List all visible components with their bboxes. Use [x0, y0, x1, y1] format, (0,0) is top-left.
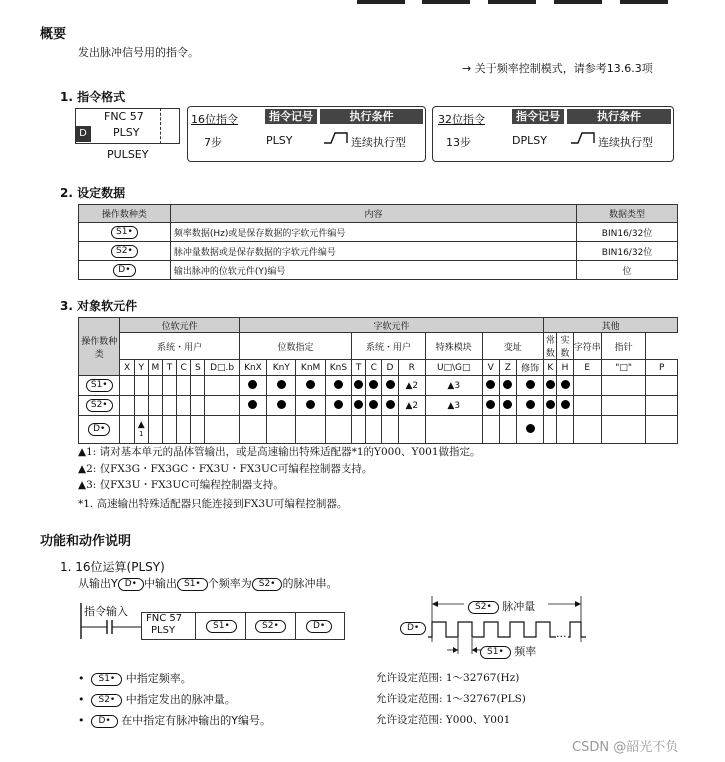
freq-label: 频率: [514, 645, 537, 658]
header-bar: [488, 0, 536, 4]
16bit-symbol-head: 指令记号: [265, 109, 317, 124]
list-item: • D• 在中指定有脉冲输出的Y编号。: [78, 714, 271, 727]
ladder-rails: [79, 603, 143, 642]
range-text: 允许设定范围: Y000、Y001: [376, 714, 511, 726]
table-row: S1• ▲2 ▲3: [79, 376, 678, 396]
ladder-fnc: FNC 57: [146, 613, 183, 624]
header-bar: [357, 0, 405, 4]
overview-title: 概要: [40, 27, 67, 42]
ladder-divider: [245, 612, 246, 640]
command-input-label: 指令输入: [84, 605, 128, 618]
s2-operand: S2•: [255, 620, 286, 633]
ladder-divider: [195, 612, 196, 640]
fnc-dash: [160, 108, 180, 144]
fnc-number: FNC 57: [104, 110, 144, 123]
device-note: ▲1: 请对基本单元的晶体管输出，或是高速输出特殊适配器*1的Y000、Y001做指定。: [78, 446, 481, 458]
devices-title: 3. 对象软元件: [60, 299, 138, 313]
s2-operand: S2•: [468, 601, 499, 614]
device-note: *1. 高速输出特殊适配器只能连接到FX3U可编程控制器。: [78, 498, 348, 510]
col-op-type: 操作数种类: [79, 318, 120, 376]
table-row: S2•: [79, 242, 171, 261]
col-type: 数据类型: [577, 205, 678, 223]
func-desc: 从输出Y D• 中输出 S1• 个频率为 S2• 的脉冲串。: [78, 577, 338, 590]
16bit-steps: 7步: [204, 136, 222, 149]
format-title: 1. 指令格式: [60, 90, 126, 104]
col-op: 操作数种类: [79, 205, 171, 223]
device-note: ▲2: 仅FX3G・FX3GC・FX3U・FX3UC可编程控制器支持。: [78, 463, 373, 475]
d-flag: D: [75, 126, 91, 142]
pulse-edge-icon: [323, 131, 349, 148]
func-sub: 1. 16位运算(PLSY): [60, 560, 165, 574]
16bit-cond-head: 执行条件: [320, 109, 423, 124]
s1-operand: S1•: [480, 646, 511, 659]
other-head: 其他: [544, 318, 678, 333]
header-bar: [422, 0, 470, 4]
32bit-mnemonic: DPLSY: [512, 134, 547, 147]
list-item: • S2• 中指定发出的脉冲量。: [78, 693, 236, 706]
header-bar: [554, 0, 602, 4]
plsy-label: PLSY: [113, 126, 140, 139]
ladder-plsy: PLSY: [151, 625, 176, 636]
func-title: 功能和动作说明: [40, 534, 132, 549]
word-device-head: 字软元件: [239, 318, 543, 333]
device-note: ▲3: 仅FX3U・FX3UC可编程控制器支持。: [78, 479, 284, 491]
d-operand: D•: [306, 620, 332, 633]
ellipsis: ...: [556, 627, 567, 640]
16bit-mnemonic: PLSY: [266, 134, 293, 147]
s1-operand: S1•: [206, 620, 237, 633]
16bit-mode: 连续执行型: [351, 136, 406, 149]
32bit-steps: 13步: [446, 136, 471, 149]
reference-link[interactable]: → 关于频率控制模式，请参考13.6.3项: [462, 62, 653, 75]
watermark: CSDN @韶光不负: [572, 740, 679, 755]
col-content: 内容: [170, 205, 576, 223]
overview-desc: 发出脉冲信号用的指令。: [78, 46, 199, 59]
32bit-cond-head: 执行条件: [567, 109, 671, 124]
table-row: S1•: [79, 223, 171, 242]
32bit-symbol-head: 指令记号: [512, 109, 564, 124]
32bit-label: 32位指令: [438, 113, 485, 126]
list-item: • S1• 中指定频率。: [78, 672, 192, 685]
pulse-qty-label: 脉冲量: [502, 600, 536, 613]
d-operand: D•: [400, 622, 426, 635]
setting-table: 操作数种类 内容 数据类型 S1• 频率数据(Hz)或是保存数据的字软元件编号 BIN16/32位 S2• 脉冲量数据或是保存数据的字软元件编号 BIN16/32位 D• 输出脉冲的位软元件(Y)编号 位: [78, 204, 678, 280]
table-row: D•: [79, 261, 171, 280]
table-row: S2• ▲2 ▲3: [79, 396, 678, 416]
range-text: 允许设定范围: 1～32767(PLS): [376, 693, 526, 705]
pulse-edge-icon: [570, 131, 596, 148]
setting-title: 2. 设定数据: [60, 186, 126, 200]
table-row: D• ▲ 1: [79, 416, 678, 444]
ladder-divider: [295, 612, 296, 640]
bit-device-head: 位软元件: [120, 318, 239, 333]
device-table: 操作数种类 位软元件 字软元件 其他 系统・用户 位数指定 系统・用户 特殊模块 变址 常数 实数 字符串 指针 X Y M T C S D□.b KnX KnY KnM KnS T C D R U□\G□ V Z 修饰 K H E "□" P S1• ▲2 ▲3 S2• ▲2 ▲3 D• ▲ 1: [78, 317, 678, 444]
range-text: 允许设定范围: 1～32767(Hz): [376, 672, 520, 684]
16bit-label: 16位指令: [191, 113, 238, 126]
32bit-mode: 连续执行型: [598, 136, 653, 149]
pulsey-label: PULSEY: [107, 148, 149, 161]
header-bar: [620, 0, 668, 4]
